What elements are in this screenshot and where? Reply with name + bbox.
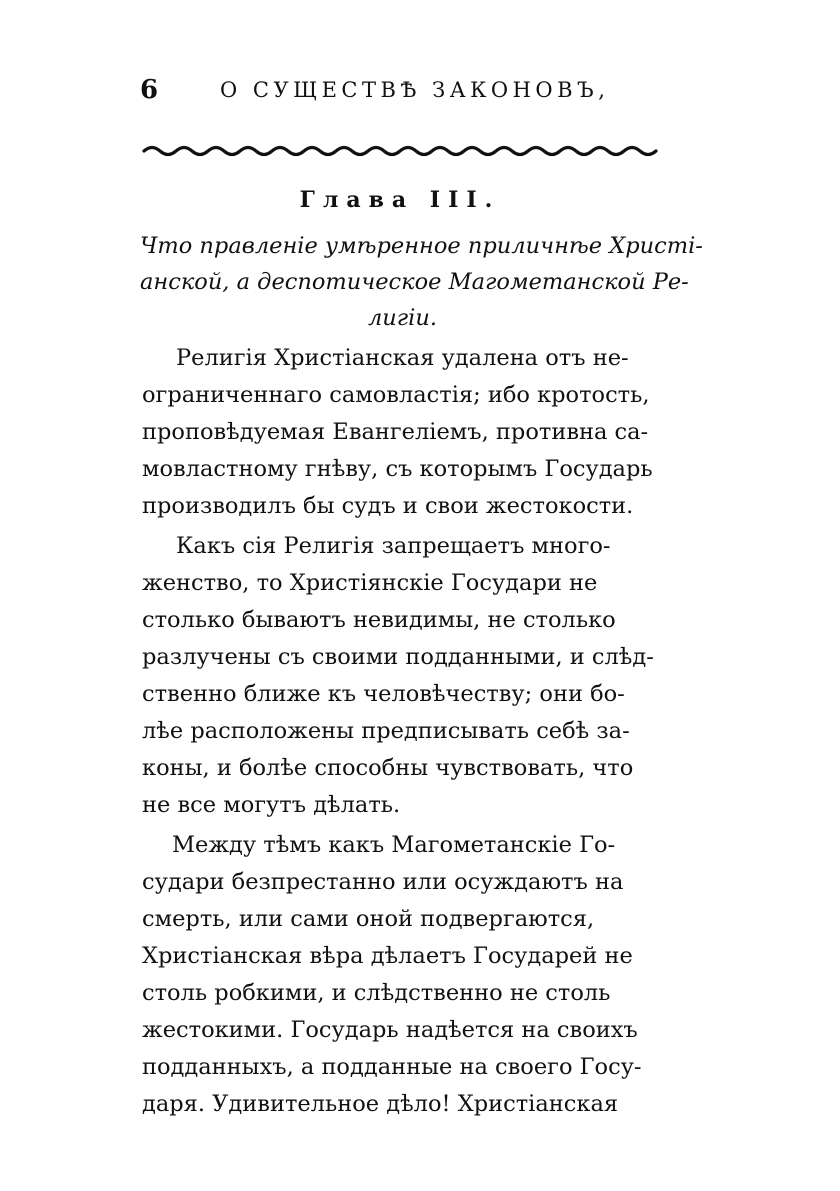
text-line: столько бываютъ невидимы, не столько (142, 607, 616, 633)
text-line: производилъ бы судъ и свои жестокости. (142, 493, 634, 519)
text-line: ственно ближе къ человѣчеству; они бо- (142, 681, 625, 707)
text-line: смерть, или сами оной подвергаются, (142, 906, 595, 932)
paragraph (142, 827, 667, 1123)
chapter-subtitle (140, 228, 703, 336)
page-number: 6 (140, 75, 159, 105)
text-line: даря. Удивительное дѣло! Христіанская (142, 1091, 619, 1117)
chapter-heading: Глава III. (299, 187, 501, 213)
text-line: Какъ сія Религія запрещаетъ много- (176, 533, 611, 559)
text-line: Христіанская вѣра дѣлаетъ Государей не (142, 943, 633, 969)
paragraph (142, 528, 667, 824)
wavy-rule-path (144, 148, 656, 155)
text-line: Между тѣмъ какъ Магометанскіе Го- (172, 832, 616, 858)
text-line: подданныхъ, а подданные на своего Госу- (142, 1054, 642, 1080)
text-line: мовластному гнѣву, съ которымъ Государь (142, 456, 653, 482)
wavy-rule-ornament (140, 140, 660, 162)
subtitle-line: анской, а деспотическое Магометанской Ре- (140, 269, 689, 295)
text-line: не все могутъ дѣлать. (142, 792, 401, 818)
text-line: Религія Христіанская удалена отъ не- (176, 345, 629, 371)
body-text (142, 340, 667, 1123)
text-line: столь робкими, и слѣдственно не столь (142, 980, 611, 1006)
text-line: коны, и болѣе способны чувствовать, что (142, 755, 634, 781)
subtitle-line: Что правленіе умѣренное приличнѣе Христі- (140, 233, 703, 259)
subtitle-line: лигіи. (367, 305, 438, 331)
text-line: лѣе расположены предписывать себѣ за- (142, 718, 630, 744)
text-line: судари безпрестанно или осуждаютъ на (142, 869, 624, 895)
text-line: жестокими. Государь надѣется на своихъ (142, 1017, 638, 1043)
running-title: О СУЩЕСТВѢ ЗАКОНОВЪ, (220, 78, 610, 102)
paragraph (142, 340, 667, 525)
running-head (140, 70, 680, 110)
text-line: ограниченнаго самовластія; ибо кротость, (142, 382, 650, 408)
text-line: женство, то Христіянскіе Государи не (142, 570, 598, 596)
text-line: проповѣдуемая Евангеліемъ, противна са- (142, 419, 649, 445)
text-line: разлучены съ своими подданными, и слѣд- (142, 644, 654, 670)
